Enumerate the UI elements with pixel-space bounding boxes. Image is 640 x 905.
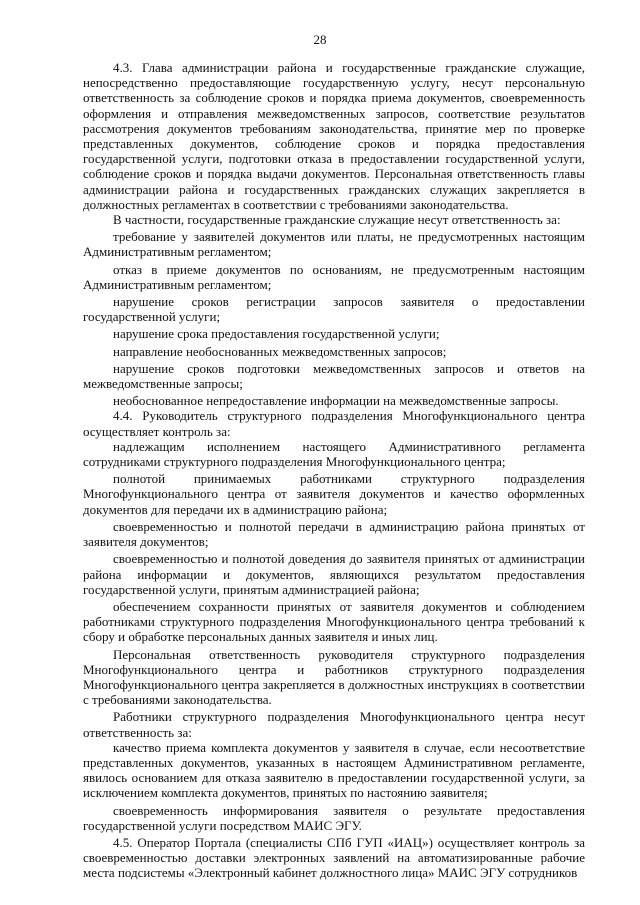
paragraph: качество приема комплекта документов у заявителя в случае, если несоответствие представленных документов, указанных в настоящем Административном регламенте, явилось основанием для отказа заявителю в предоставлении государственной услуги, за исключением комплекта документов, принятых по настоянию заявителя; [83, 739, 585, 801]
paragraph: необоснованное непредоставление информации на межведомственные запросы. [113, 393, 559, 409]
paragraph: требование у заявителей документов или платы, не предусмотренных настоящим Административным регламентом; [83, 229, 585, 260]
paragraph: своевременностью и полнотой доведения до заявителя принятых от администрации района информации и документов, являющихся результатом предоставления государственной услуги, принятым администрацией района; [83, 551, 585, 597]
paragraph: 4.4. Руководитель структурного подразделения Многофункционального центра осуществляет контроль за: [83, 408, 585, 439]
document-body [83, 60, 585, 883]
paragraph: полнотой принимаемых работниками структурного подразделения Многофункционального центра от заявителя документов и качество оформленных документов для передачи их в администрацию района; [83, 471, 585, 517]
paragraph: 4.5. Оператор Портала (специалисты СПб ГУП «ИАЦ») осуществляет контроль за своевременностью доставки электронных заявлений на автоматизированные рабочие места подсистемы «Электронный кабинет должностного лица» МАИС ЭГУ сотрудников [83, 834, 585, 881]
paragraph: нарушение срока предоставления государственной услуги; [113, 326, 440, 342]
paragraph: своевременностью и полнотой передачи в администрацию района принятых от заявителя документов; [83, 518, 585, 550]
page-number: 28 [313, 32, 327, 47]
paragraph: своевременность информирования заявителя о результате предоставления государственной услуги посредством МАИС ЭГУ. [83, 802, 585, 833]
paragraph: обеспечением сохранности принятых от заявителя документов и соблюдением работниками структурного подразделения Многофункционального центра требований к сбору и обработке персональных данных заявителя и иных лиц. [83, 598, 585, 645]
paragraph: В частности, государственные гражданские служащие несут ответственность за: [113, 212, 561, 228]
paragraph: нарушение сроков подготовки межведомственных запросов и ответов на межведомственные запросы; [83, 360, 585, 392]
paragraph: надлежащим исполнением настоящего Административного регламента сотрудниками структурного подразделения Многофункционального центра; [83, 438, 585, 470]
paragraph: нарушение сроков регистрации запросов заявителя о предоставлении государственной услуги; [83, 294, 585, 325]
paragraph: Работники структурного подразделения Многофункционального центра несут ответственность за: [83, 709, 585, 740]
paragraph: Персональная ответственность руководителя структурного подразделения Многофункционального центра и работников структурного подразделения Многофункционального центра закрепляется в должностных инструкциях в соответствии с требованиями законодательства. [83, 646, 585, 708]
paragraph: направление необоснованных межведомственных запросов; [113, 343, 447, 359]
paragraph: отказ в приеме документов по основаниям, не предусмотренным настоящим Административным регламентом; [83, 261, 585, 292]
paragraph: 4.3. Глава администрации района и государственные гражданские служащие, непосредственно предоставляющие государственную услугу, несут персональную ответственность за соблюдение сроков и порядка приема документов, своевременность оформления и отправления межведомственных запросов, соответствие результатов рассмотрения документов требованиям законодательства, принятие мер по проверке представленных документов, соблюдение сроков и порядка предоставления государственной услуги, подготовки отказа в предоставлении государственной услуги, соблюдение сроков и порядка выдачи документов. Персональная ответственность главы администрации района и государственных гражданских служащих закрепляется в должностных регламентах в соответствии с требованиями законодательства. [83, 60, 585, 212]
